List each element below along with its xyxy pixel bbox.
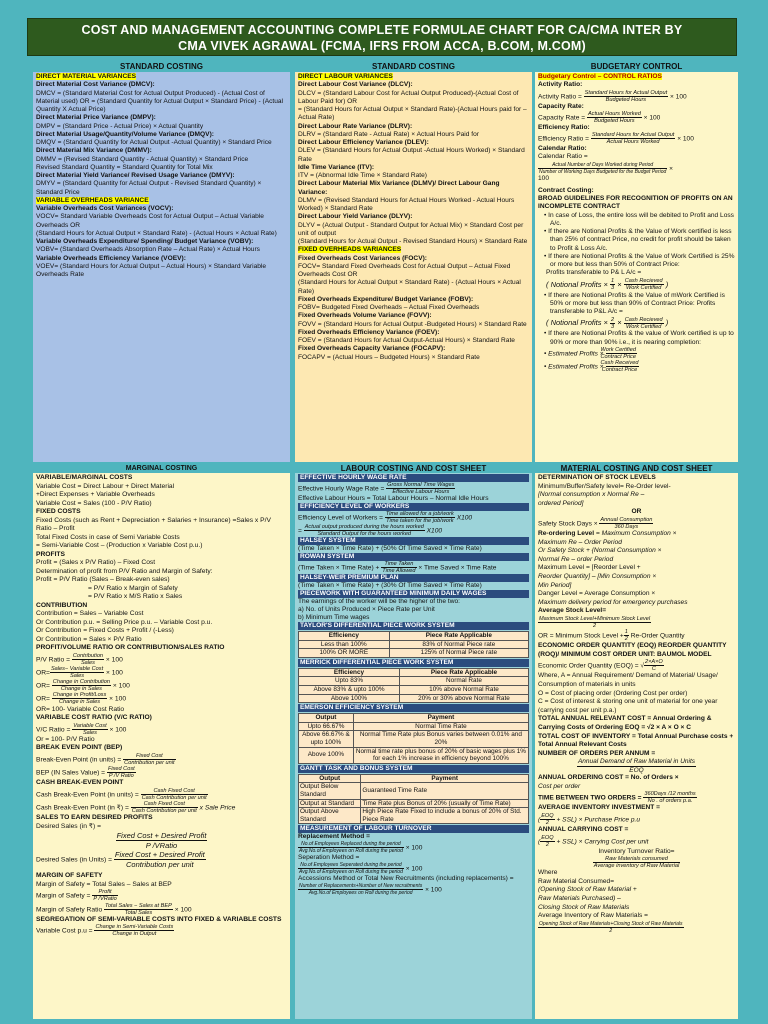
section-heading: FIXED COSTS (36, 508, 81, 515)
section-heading: TOTAL COST OF INVENTORY = Total Annual Purchase costs + Total Annual Relevant Costs (538, 732, 734, 749)
formula-heading: Fixed Overheads Efficiency Variance (FOEV): (298, 328, 440, 336)
or-label: OR (631, 508, 642, 516)
panel-material-costing (535, 473, 738, 1019)
column-header-marginal-costing: MARGINAL COSTING (125, 465, 198, 472)
replacement-method-formula: $\frac{\text{No.of Employees Replaced during the period}}{\text{Avg.No.of Employees on Roll during the period}}$ × 100 (299, 841, 423, 855)
section-heading: VARIABLE/MARGINAL COSTS (36, 474, 133, 481)
table-cell: Output Above Standard (299, 808, 361, 824)
formula-text: DLYV = (Actual Output - Standard Output for Actual Mix) × Standard Cost per unit of output (298, 221, 524, 237)
section-heading: PROFIT/VOLUME RATIO OR CONTRIBUTION/SALES RATIO (36, 644, 225, 651)
formula-text: (Standard Hours for Actual Output × Standard Rate) - (Actual Hours × Actual Rate) (36, 229, 277, 237)
formula-text: Normal Re – order Period (538, 555, 614, 563)
section-heading: VARIABLE COST RATIO (V/C RATIO) (36, 714, 152, 722)
section-heading: EMERSON EFFICIENCY SYSTEM (298, 704, 529, 712)
formula-heading: Efficiency Ratio: (538, 123, 590, 131)
formula-heading: Direct Material Cost Variance (DMCV): (36, 81, 155, 89)
formula-text: +Direct Expenses + Variable Overheads (36, 491, 155, 498)
formula-text: DMPV = (Standard Price - Actual Price) × Actual Quantity (36, 122, 204, 130)
formula-text: Accessions Method or Total New Recruitments (including replacements) = (298, 875, 514, 883)
formula-text: VOBV= (Standard Overheads Absorption Rate – Actual Rate) × Actual Hours (36, 246, 260, 254)
section-heading: NUMBER OF ORDERS PER ANNUM = (538, 749, 656, 757)
formula-text: Effective Labour Hours = Total Labour Hours – Normal Idle Hours (298, 495, 489, 502)
table-cell: 100% OR MORE (299, 649, 390, 658)
table-cell: 83% of Normal Piece rate (389, 640, 528, 649)
desired-sales-units-formula: Desired Sales (in Units) = $\frac{\text{Fixed Cost + Desired Profit}}{\text{Contribution per unit}}$ (36, 850, 205, 870)
formula-text: ANNUAL ORDERING COST = No. of Orders × (538, 774, 679, 782)
inventory-turnover-formula: $\frac{\text{Raw Materials consumed}}{\text{Average inventory of Raw Material}}$ (593, 856, 680, 870)
guideline-item: • If there are Notional Profits & the Value of Work Certified is 25% or more but less than 50% of Contract Price: (544, 252, 735, 268)
formula-text: Average Inventory of Raw Materials = (538, 912, 649, 920)
section-heading: ANNUAL CARRYING COST = (538, 826, 629, 834)
formula-text: DMQV = (Standard Quantity for Actual Output -Actual Quantity) × Standard Price (36, 139, 272, 146)
formula-text: a) No. of Units Produced × Piece Rate per Unit (298, 606, 435, 613)
formula-heading: Direct Labour Efficiency Variance (DLEV): (298, 139, 429, 146)
panel-marginal-costing (33, 473, 290, 1019)
pv-ratio-alt-1: OR= $\frac{\text{Sales− Variable Cost}}{\text{Sales}}$ × 100 (36, 665, 123, 679)
table-cell: Normal Time Rate (353, 722, 528, 731)
estimated-profit-formula-1: • Estimated Profits × $\frac{\text{Work Certified}}{\text{Contract Price}}$ (544, 346, 636, 360)
formula-text: ITV = (Abnormal Idle Time × Standard Rate) (298, 172, 428, 179)
taylor-table (298, 631, 529, 658)
cash-bep-units-formula: Cash Break-Even Point (in units) = $\frac{\text{Cash Fixed Cost}}{\text{Cash Contribution per unit}}$ (36, 787, 207, 801)
table-cell: Guaranteed Time Rate (361, 783, 529, 799)
table-cell: Output Below Standard (299, 783, 361, 799)
formula-text: FOEV = (Standard Hours for Actual Output-Actual Hours) × Standard Rate (298, 337, 515, 344)
formula-text: Or Contribution p.u. = Selling Price p.u. – Variable Cost p.u. (36, 618, 213, 626)
formula-text: Profits transferable to P& L A/c = (546, 269, 642, 277)
table-cell: 125% of Normal Piece rate (389, 649, 528, 658)
formula-text: Where (538, 869, 558, 877)
table-row (299, 649, 529, 658)
section-heading: VARIABLE OVERHEADS VARIANCE (36, 196, 149, 204)
formula-heading: Replacement Method = (298, 833, 370, 841)
formula-text: Profit = (Sales x P/V Ratio) – Fixed Cost (36, 559, 156, 566)
efficiency-level-alt: = $\frac{\text{Actual output produced during the hours worked}}{\text{Standard Output for the hours worked}}$ X100 (298, 524, 443, 537)
formula-text: FOBV= Budgeted Fixed Overheads – Actual Fixed Overheads (298, 304, 480, 311)
guideline-item: • If there are Notional Profits & the Value of Work certified is less than 25% of contract Price, no credit for profit should be taken to Profit & Loss A/c. (544, 228, 732, 252)
formula-text: C = Cost of interest & storing one unit of material for one year (carrying cost per unit p.a.) (538, 698, 718, 714)
table-cell: Normal Time Rate plus Bonus varies between 0.01% and 20% (353, 731, 528, 747)
formula-text: = Semi-Variable Cost – (Production x Variable Cost p.u.) (36, 542, 203, 549)
table-header: Output (299, 774, 361, 783)
formula-text: ordered Period] (538, 499, 584, 507)
table-cell: Above 66.67% & upto 100% (299, 731, 354, 747)
table-cell: Output at Standard (299, 799, 361, 808)
table-row (299, 640, 529, 649)
formula-text: O = Cost of placing order (Ordering Cost per order) (538, 689, 688, 697)
formula-text: Or = 100- P/V Ratio (36, 735, 95, 743)
pv-ratio-formula: P/V Ratio = $\frac{\text{Contribution}}{\text{Sales}}$ × 100 (36, 652, 123, 666)
section-heading: TOTAL ANNUAL RELEVANT COST = Annual Ordering & Carrying Costs of Ordering EOQ = √2 × A × O × C (538, 715, 712, 731)
table-cell: Normal time rate plus bonus of 20% of basic wages plus 1% for each 1% increase in efficiency beyond 100% (353, 747, 528, 763)
formula-heading: Fixed Overheads Cost Variances (FOCV): (298, 254, 427, 262)
formula-text: = P/V Ratio x Margin of Safety (88, 584, 178, 592)
panel-labour-overhead-variances (295, 72, 532, 462)
section-heading: SALES TO EARN DESIRED PROFITS (36, 814, 153, 822)
formula-text: Fixed Costs (such as Rent + Depreciation + Salaries + Insurance) =Sales x P/V Ratio – Profit (36, 516, 271, 532)
table-row (299, 685, 529, 694)
section-heading: TAYLOR'S DIFFERENTIAL PIECE WORK SYSTEM (298, 622, 529, 630)
chart-title (27, 18, 737, 56)
section-heading: EFFECTIVE HOURLY WAGE RATE (298, 474, 529, 482)
formula-text: Raw Material Consumed= (538, 877, 615, 885)
section-heading: MEASUREMENT OF LABOUR TURNOVER (298, 825, 529, 833)
avg-inventory-formula: ( $\frac{\text{EOQ}}{2}$ + SSL) × Purchase Price p.u (538, 813, 641, 827)
table-cell: High Piece Rate Fixed to include a bonus of 20% of Std. Piece Rate (361, 808, 529, 824)
formula-text: b) Minimum Time wages (298, 614, 370, 621)
table-cell: Above 100% (299, 747, 354, 763)
formula-text: = P/V Ratio x M/S Ratio x Sales (88, 593, 183, 600)
formula-heading: Fixed Overheads Expenditure/ Budget Variance (FOBV): (298, 295, 474, 303)
table-row (299, 808, 529, 824)
formula-text: DLEV = (Standard Hours for Actual Output -Actual Hours Worked) × Standard Rate (298, 147, 525, 163)
formula-text: Or Safety Stock + {Normal Consumption × (538, 547, 662, 555)
section-heading: CONTRIBUTION (36, 601, 88, 609)
formula-heading: Contract Costing: (538, 186, 594, 194)
formula-text: Maximum Level = [Reorder Level + (538, 564, 641, 572)
formula-text: FOVV = (Standard Hours for Actual Output -Budgeted Hours) × Standard Rate (298, 320, 527, 328)
column-header-budgetary-control: BUDGETARY CONTROL (590, 62, 683, 71)
formula-text: = (Standard Hours for Actual Output × Standard Rate)-(Actual Hours paid for – Actual Rate) (298, 106, 527, 122)
formula-text: Margin of Safety = Total Sales – Sales at BEP (36, 880, 172, 888)
table-cell: 20% or 30% above Normal Rate (399, 694, 528, 703)
formula-text: Contribution = Sales – Variable Cost (36, 610, 144, 617)
pv-ratio-alt-2: OR= $\frac{\text{Change in Contribution}}{\text{Change in Sales}}$ × 100 (36, 679, 130, 693)
formula-text: The earnings of the worker will be the higher of the two: (298, 598, 461, 605)
formula-text: DLCV = (Standard Labour Cost for Actual Output Produced)-(Actual Cost of Labour Paid for) OR (298, 89, 519, 105)
table-cell: Upto 66.67% (299, 722, 354, 731)
table-header: Output (299, 714, 354, 723)
table-header: Payment (361, 774, 529, 783)
formula-text: (Standard Hours for Actual Output × Standard Rate) - (Actual Hours × Actual Rate) (298, 279, 521, 295)
bep-sales-formula: BEP (IN Sales Value) = $\frac{\text{Fixed Cost}}{\text{P /V Ratio}}$ (36, 766, 135, 780)
section-heading: DIRECT LABOUR VARIANCES (298, 73, 393, 80)
formula-text: Re-ordering Level = Maximum Consumption × (538, 529, 677, 537)
formula-heading: Direct Labour Cost Variance (DLCV): (298, 81, 413, 89)
table-row (299, 731, 529, 747)
notional-profit-formula-1: ( Notional Profits × $\frac{1}{3}$ × $\frac{\text{Cash Recieved}}{\text{Work Certified}}$ ) (546, 278, 669, 292)
formula-text: Inventory Turnover Ratio= (598, 847, 675, 855)
table-header: Efficiency (299, 632, 390, 641)
section-heading: MARGIN OF SAFETY (36, 872, 103, 880)
section-heading: SEGREGATION OF SEMI-VARIABLE COSTS INTO FIXED & VARIABLE COSTS (36, 915, 282, 923)
bep-units-formula: Break-Even Point (in units) = $\frac{\text{Fixed Cost}}{\text{Contribution per unit}}$ (36, 752, 175, 766)
table-header: Piece Rate Applicable (399, 668, 528, 677)
formula-text: [Normal consumption x Normal Re – (538, 491, 645, 499)
formula-text: Min Period] (538, 581, 572, 589)
formula-heading: Direct Labour Material Mix Variance (DLMV)/ Direct Labour Gang Variance: (298, 180, 500, 196)
guideline-item: • If there are Notional Profits & the Value of mWork Certified is 50% or more but less than 90% of Contract Price: Profits transferable to P&L A/c = (544, 291, 725, 315)
column-header-standard-costing-2: STANDARD COSTING (372, 62, 455, 71)
table-row (299, 799, 529, 808)
cash-bep-rupees-formula: Cash Break-Even Point (in ₹) = $\frac{\text{Cash Fixed Cost}}{\text{Cash Contribution per unit}}$ x Sale Price (36, 801, 236, 815)
table-cell: 10% above Normal Rate (399, 685, 528, 694)
formula-text: (Time Taken × Time Rate) + (30% Of Time Saved × Time Rate) (298, 582, 482, 589)
notional-profit-formula-2: ( Notional Profits × $\frac{2}{3}$ × $\frac{\text{Cash Recieved}}{\text{Work Certified}}$ ) (546, 316, 669, 330)
table-header: Efficiency (299, 668, 400, 677)
formula-text: Determination of profit from P/V Ratio and Margin of Safety: (36, 567, 213, 575)
table-cell: Above 100% (299, 694, 400, 703)
formula-text: Or Contribution = Fixed Costs + Profit / (-Less) (36, 627, 174, 634)
formula-heading: Variable Overheads Expenditure/ Spending/ Budget Variance (VOBV): (36, 238, 254, 245)
section-heading: DIRECT MATERIAL VARIANCES (36, 73, 137, 80)
formula-text: Or Contribution = Sales × P/V Ratio (36, 635, 142, 643)
section-heading: BREAK EVEN POINT (BEP) (36, 744, 123, 752)
formula-text: DMYV = (Standard Quantity for Actual Output - Revised Standard Quantity) × Standard Price (36, 180, 262, 196)
formula-text: Cost per order (538, 782, 581, 790)
formula-text: Reorder Quantity] – [Min Consumption × (538, 572, 657, 580)
section-heading: GANTT TASK AND BONUS SYSTEM (298, 765, 529, 773)
formula-text: Total Fixed Costs in case of Semi Variable Costs (36, 533, 180, 541)
pv-ratio-alt-3: OR= $\frac{\text{Change in Profit/Loss}}{\text{Change in Sales}}$ × 100 (36, 692, 127, 706)
formula-text: DLMV = (Revised Standard Hours for Actual Hours Worked - Actual Hours Worked) × Standard Rate (298, 196, 515, 212)
orders-per-annum-formula: $\frac{\text{Annual Demand of Raw Material in Units}}{\text{EOQ}}$ (577, 758, 696, 774)
table-cell: Upto 83% (299, 677, 400, 686)
efficiency-level-formula: Efficiency Level of Workers = $\frac{\text{Time allowed for a job/work}}{\text{Time taken for the job/work}}$ X100 (298, 511, 473, 524)
activity-ratio-formula: Activity Ratio = $\frac{\text{Standard Hours for Actual Output}}{\text{Budgeted Hours}}$ × 100 (538, 89, 687, 103)
column-header-labour-costing: LABOUR COSTING AND COST SHEET (340, 464, 487, 473)
formula-heading: Activity Ratio: (538, 81, 583, 89)
formula-heading: Variable Overheads Efficiency Variance (VOEV): (36, 254, 186, 262)
mos-formula: Margin of Safety = $\frac{\text{Profit}}{\text{P /VRatio}}$ (36, 889, 117, 903)
annual-carrying-cost-formula: ( $\frac{\text{EOQ}}{2}$ + SSL) × Carrying Cost per unit (538, 834, 649, 848)
table-header-row (299, 774, 529, 783)
table-header: Payment (353, 714, 528, 723)
formula-text: (Time Taken × Time Rate) + (50% Of Time Saved × Time Rate) (298, 545, 482, 552)
formula-heading: Direct Material Yield Variance/ Revised Usage Variance (DMYV): (36, 172, 235, 179)
formula-heading: Average Stock Level= (538, 607, 607, 615)
panel-budgetary-control (535, 72, 738, 462)
formula-text: Profit = P/V Ratio (Sales – Break-even sales) (36, 576, 170, 583)
formula-text: Maximum delivery period for emergency purchases (538, 598, 688, 606)
formula-heading: Direct Labour Yield Variance (DLYV): (298, 213, 413, 221)
effective-wage-formula: Effective Hourly Wage Rate = $\frac{\text{Gross Normal Time Wages}}{\text{Effective Labour Hours}}$ (298, 482, 455, 495)
safety-stock-formula: Safety Stock Days × $\frac{\text{Annual Consumption}}{\text{360 Days}}$ (538, 516, 653, 530)
formula-text: Danger Level = Average Consumption × (538, 590, 656, 598)
formula-text: FOCAPV = (Actual Hours – Budgeted Hours) × Standard Rate (298, 353, 480, 361)
table-cell: Normal Rate (399, 677, 528, 686)
formula-heading: Capacity Rate: (538, 102, 584, 110)
title-line-1: COST AND MANAGEMENT ACCOUNTING COMPLETE FORMULAE CHART FOR CA/CMA INTER BY (81, 23, 683, 37)
mos-ratio-formula: Margin of Safety Ratio $\frac{\text{Total Sales − Sales at BEP}}{\text{Total Sales}}$ × 100 (36, 902, 192, 916)
eoq-formula: Economic Order Quantity (EOQ) = √ $\frac{2\times A\times O}{C}$ (538, 659, 663, 673)
gantt-table (298, 774, 529, 825)
formula-heading: Direct Material Usage/Quantity/Volume Variance (DMQV): (36, 130, 214, 138)
formula-text: Variable Cost = Sales (100 - P/V Ratio) (36, 499, 152, 507)
table-cell: Time Rate plus Bonus of 20% (usually of Time Rate) (361, 799, 529, 808)
formula-text: VOCV= Standard Variable Overheads Cost for Actual Output – Actual Variable Overheads OR (36, 213, 264, 229)
formula-text: DMMV = (Revised Standard Quantity - Actual Quantity) × Standard Price (36, 155, 249, 163)
estimated-profit-formula-2: • Estimated Profits × $\frac{\text{Cash Received}}{\text{Contract Price}}$ (544, 360, 639, 373)
section-heading: DETERMINATION OF STOCK LEVELS (538, 474, 656, 481)
panel-labour-costing (295, 473, 532, 1019)
separation-method-formula: $\frac{\text{No.of Employees Seperated during the period}}{\text{Avg.No.of Employees on Roll during the period}}$ × 100 (299, 862, 423, 876)
avg-stock-alt-formula: OR = Minimum Stock Level + $\frac{1}{2}$ Re-Order Quantity (538, 628, 685, 642)
guideline-item: • In case of Loss, the entire loss will be debited to Profit and Loss A/c. (544, 211, 734, 227)
vc-ratio-formula: V/C Ratio = $\frac{\text{Variable Cost}}{\text{Sales}}$ × 100 (36, 722, 127, 736)
section-heading: MERRICK DIFFERENTIAL PIECE WORK SYSTEM (298, 659, 529, 667)
table-row (299, 694, 529, 703)
section-heading: Budgetary Control – CONTROL RATIOS (538, 73, 662, 80)
merrick-table (298, 668, 529, 703)
table-cell: Less than 100% (299, 640, 390, 649)
formula-heading: Direct Material Mix Variance (DMMV): (36, 147, 152, 155)
section-heading: FIXED OVERHEADS VARIANCES (298, 246, 402, 254)
avg-raw-material-formula: Opening Stock of Raw Materials+Closing Stock of Raw Materials 2 (539, 920, 683, 934)
efficiency-ratio-formula: Efficiency Ratio = $\frac{\text{Standard Hours for Actual Output}}{\text{Actual Hours Worked}}$ × 100 (538, 132, 694, 145)
formula-heading: Seperation Method = (298, 854, 360, 862)
title-line-2: CMA VIVEK AGRAWAL (FCMA, IFRS FROM ACCA, B.COM, M.COM) (178, 39, 586, 53)
formula-text: Closing Stock of Raw Materials (538, 903, 630, 911)
formula-text: (Opening Stock of Raw Material + (538, 886, 637, 894)
section-heading: HALSEY-WEIR PREMIUM PLAN (298, 574, 529, 582)
section-heading: CASH BREAK-EVEN POINT (36, 779, 124, 787)
formula-text: (Standard Hours for Actual Output - Revised Standard Hours) × Standard Rate (298, 238, 528, 245)
formula-heading: Fixed Overheads Capacity Variance (FOCAPV): (298, 345, 446, 353)
time-between-orders-formula: TIME BETWEEN TWO ORDERS = $\frac{\text{360Days /12 months}}{\text{No . of orders p.a.}}$ (538, 791, 696, 805)
table-row (299, 722, 529, 731)
formula-heading: BROAD GUIDELINES FOR RECOGNITION OF PROFITS ON AN INCOMPLETE CONTRACT (538, 195, 733, 211)
formula-heading: Direct Material Price Variance (DMPV): (36, 114, 156, 122)
table-cell: Above 83% & upto 100% (299, 685, 400, 694)
column-header-standard-costing-1: STANDARD COSTING (120, 62, 203, 71)
avg-stock-formula: $\frac{\text{Maximum Stock Level+Minimum Stock Level}}{2}$ (539, 615, 651, 629)
accessions-method-formula: $\frac{\text{Number of Replacements+Number of New recruitments}}{\text{Avg.No.of Employees on Roll during the period}}$ × 100 (299, 883, 442, 897)
section-heading: HALSEY SYSTEM (298, 537, 529, 545)
formula-heading: Fixed Overheads Volume Variance (FOVV): (298, 312, 432, 320)
table-header-row (299, 668, 529, 677)
formula-text: OR= 100- Variable Cost Ratio (36, 705, 125, 713)
formula-text: VOEV= (Standard Hours for Actual Output – Actual Hours) × Standard Variable Overheads Rate (36, 262, 267, 278)
variable-cost-pu-formula: Variable Cost p.u = $\frac{\text{Change in Semi-Variable Costs}}{\text{Change in Output}}$ (36, 924, 174, 938)
formula-text: Maximum Re – Order Period (538, 538, 622, 546)
formula-text: DMCV = (Standard Material Cost for Actual Output Produced) - (Actual Cost of Material used) OR = (Standard Quantity for Actual Output × Standard Price) - (Actual Quantity X Actual Price) (36, 89, 284, 113)
formula-heading: Variable Overheads Cost Variances (VOCV): (36, 205, 174, 212)
desired-sales-formula: $\frac{\text{Fixed Cost + Desired Profit}}{\text{P /VRatio}}$ (116, 831, 207, 851)
section-heading: ROWAN SYSTEM (298, 553, 529, 561)
formula-text: Minimum/Buffer/Safety level= Re-Order level- (538, 482, 671, 490)
emerson-table (298, 713, 529, 764)
formula-heading: Idle Time Variance (ITV): (298, 163, 375, 171)
table-row (299, 783, 529, 799)
panel-material-variances (33, 72, 290, 462)
formula-text: Raw Materials Purchased) – (538, 895, 621, 903)
table-row (299, 747, 529, 763)
section-heading: EFFICIENCY LEVEL OF WORKERS (298, 503, 529, 511)
calendar-ratio-formula: Calendar Ratio = $\frac{\text{Actual Number of Days Worked during Period}}{\text{Number of Working Days Budgeted for the Budget Period}}$ × 100 (538, 153, 673, 182)
formula-text: DLRV = (Standard Rate - Actual Rate) × Actual Hours Paid for (298, 130, 479, 138)
table-header-row (299, 714, 529, 723)
formula-text: Where, A = Annual Requirement/ Demand of Material/ Usage/ Consumption of materials in units (538, 672, 718, 688)
formula-text: Desired Sales (in ₹) = (36, 822, 102, 830)
capacity-rate-formula: Capacity Rate = $\frac{\text{Actual Hours Worked}}{\text{Budgeted Hours}}$ × 100 (538, 110, 661, 124)
section-heading: PIECEWORK WITH GUARANTEED MINIMUM DAILY WAGES (298, 590, 529, 598)
formula-text: Variable Cost = Direct Labour + Direct Material (36, 482, 175, 490)
section-heading: PROFITS (36, 550, 65, 558)
guideline-item: • If there are Notional Profits & the value of Work certified is up to 90% or more than 90% i.e., it is nearing completion: (544, 330, 734, 346)
formula-heading: Calendar Ratio: (538, 145, 587, 152)
table-header: Piece Rate Applicable (389, 632, 528, 641)
table-header-row (299, 632, 529, 641)
table-row (299, 677, 529, 686)
formula-text: FOCV= Standard Fixed Overheads Cost for Actual Output – Actual Fixed Overheads Cost OR (298, 262, 511, 278)
section-heading: ECONOMIC ORDER QUANTITY (EOQ) REORDER QUANTITY (ROQ)/ MINIMUM COST ORDER UNIT: BAUMOL MODEL (538, 641, 727, 658)
formula-heading: Direct Labour Rate Variance (DLRV): (298, 122, 413, 130)
formula-text: Revised Standard Quantity = Standard Quantity for Total Mix (36, 163, 213, 171)
rowan-formula: (Time Taken × Time Rate) + $\frac{\text{Time Taken}}{\text{Time Allowed}}$ × Time Saved × Time Rate (298, 561, 497, 574)
section-heading: AVERAGE INVENTORY INVESTMENT = (538, 804, 660, 812)
column-header-material-costing: MATERIAL COSTING AND COST SHEET (560, 464, 713, 473)
